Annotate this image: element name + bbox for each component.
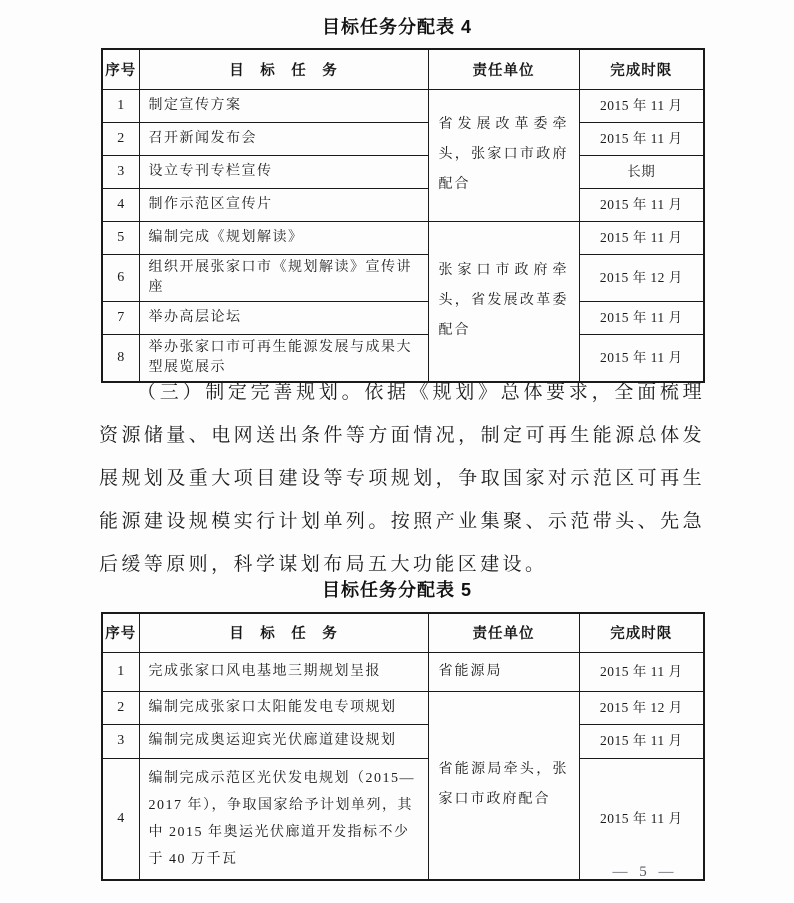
column-header-no: 序号 [102, 613, 139, 652]
cell-no: 4 [102, 188, 139, 221]
cell-deadline: 2015 年 11 月 [579, 221, 704, 254]
cell-task: 召开新闻发布会 [139, 122, 428, 155]
cell-no: 3 [102, 724, 139, 758]
cell-no: 5 [102, 221, 139, 254]
cell-no: 2 [102, 691, 139, 724]
cell-no: 4 [102, 758, 139, 880]
cell-no: 1 [102, 89, 139, 122]
cell-no: 3 [102, 155, 139, 188]
cell-deadline: 2015 年 11 月 [579, 724, 704, 758]
cell-no: 2 [102, 122, 139, 155]
table-row [102, 155, 704, 188]
cell-no: 8 [102, 334, 139, 382]
cell-deadline: 2015 年 11 月 [579, 652, 704, 691]
cell-task: 设立专刊专栏宣传 [139, 155, 428, 188]
column-header-unit: 责任单位 [428, 49, 579, 89]
table4-header-row [102, 49, 704, 89]
cell-unit-merged-2: 张家口市政府牵头，省发展改革委配合 [428, 221, 579, 382]
cell-unit-merged-1: 省发展改革委牵头，张家口市政府配合 [428, 89, 579, 221]
table-row [102, 301, 704, 334]
table5-header-row [102, 613, 704, 652]
cell-no: 7 [102, 301, 139, 334]
cell-deadline: 长期 [579, 155, 704, 188]
cell-no: 6 [102, 254, 139, 301]
cell-task: 完成张家口风电基地三期规划呈报 [139, 652, 428, 691]
cell-deadline: 2015 年 11 月 [579, 758, 704, 880]
column-header-task: 目 标 任 务 [139, 49, 428, 89]
table-row [102, 221, 704, 254]
cell-deadline: 2015 年 11 月 [579, 334, 704, 382]
cell-task: 编制完成《规划解读》 [139, 221, 428, 254]
cell-task: 举办高层论坛 [139, 301, 428, 334]
cell-deadline: 2015 年 11 月 [579, 122, 704, 155]
table5-title: 目标任务分配表 5 [321, 580, 472, 600]
cell-task: 制定宣传方案 [139, 89, 428, 122]
table-row [102, 652, 704, 691]
cell-task: 编制完成奥运迎宾光伏廊道建设规划 [139, 724, 428, 758]
column-header-unit: 责任单位 [428, 613, 579, 652]
cell-task: 举办张家口市可再生能源发展与成果大型展览展示 [139, 334, 428, 382]
cell-deadline: 2015 年 12 月 [579, 691, 704, 724]
cell-deadline: 2015 年 11 月 [579, 89, 704, 122]
table-row [102, 758, 704, 880]
table-row [102, 122, 704, 155]
column-header-no: 序号 [102, 49, 139, 89]
cell-task: 组织开展张家口市《规划解读》宣传讲座 [139, 254, 428, 301]
cell-unit: 省能源局 [428, 652, 579, 691]
column-header-task: 目 标 任 务 [139, 613, 428, 652]
page-number: — 5 — [612, 864, 678, 880]
cell-deadline: 2015 年 11 月 [579, 301, 704, 334]
cell-deadline: 2015 年 11 月 [579, 188, 704, 221]
task-table-4 [101, 48, 705, 383]
cell-deadline: 2015 年 12 月 [579, 254, 704, 301]
cell-task: 编制完成示范区光伏发电规划（2015—2017 年），争取国家给予计划单列，其中 2015 年奥运光伏廊道开发指标不少于 40 万千瓦 [139, 758, 428, 880]
table4-title: 目标任务分配表 4 [321, 17, 472, 37]
table-row [102, 691, 704, 724]
table-row [102, 254, 704, 301]
cell-no: 1 [102, 652, 139, 691]
table-row [102, 188, 704, 221]
body-paragraph: （三）制定完善规划。依据《规划》总体要求，全面梳理资源储量、电网送出条件等方面情况，制定可再生能源总体发展规划及重大项目建设等专项规划，争取国家对示范区可再生能源建设规模实行计划单列。按照产业集聚、示范带头、先急后缓等原则，科学谋划布局五大功能区建设。 [99, 382, 705, 575]
column-header-deadline: 完成时限 [579, 613, 704, 652]
cell-task: 编制完成张家口太阳能发电专项规划 [139, 691, 428, 724]
cell-task: 制作示范区宣传片 [139, 188, 428, 221]
column-header-deadline: 完成时限 [579, 49, 704, 89]
task-table-5 [101, 612, 705, 881]
cell-unit-merged: 省能源局牵头，张家口市政府配合 [428, 691, 579, 880]
table-row [102, 89, 704, 122]
table-row [102, 724, 704, 758]
